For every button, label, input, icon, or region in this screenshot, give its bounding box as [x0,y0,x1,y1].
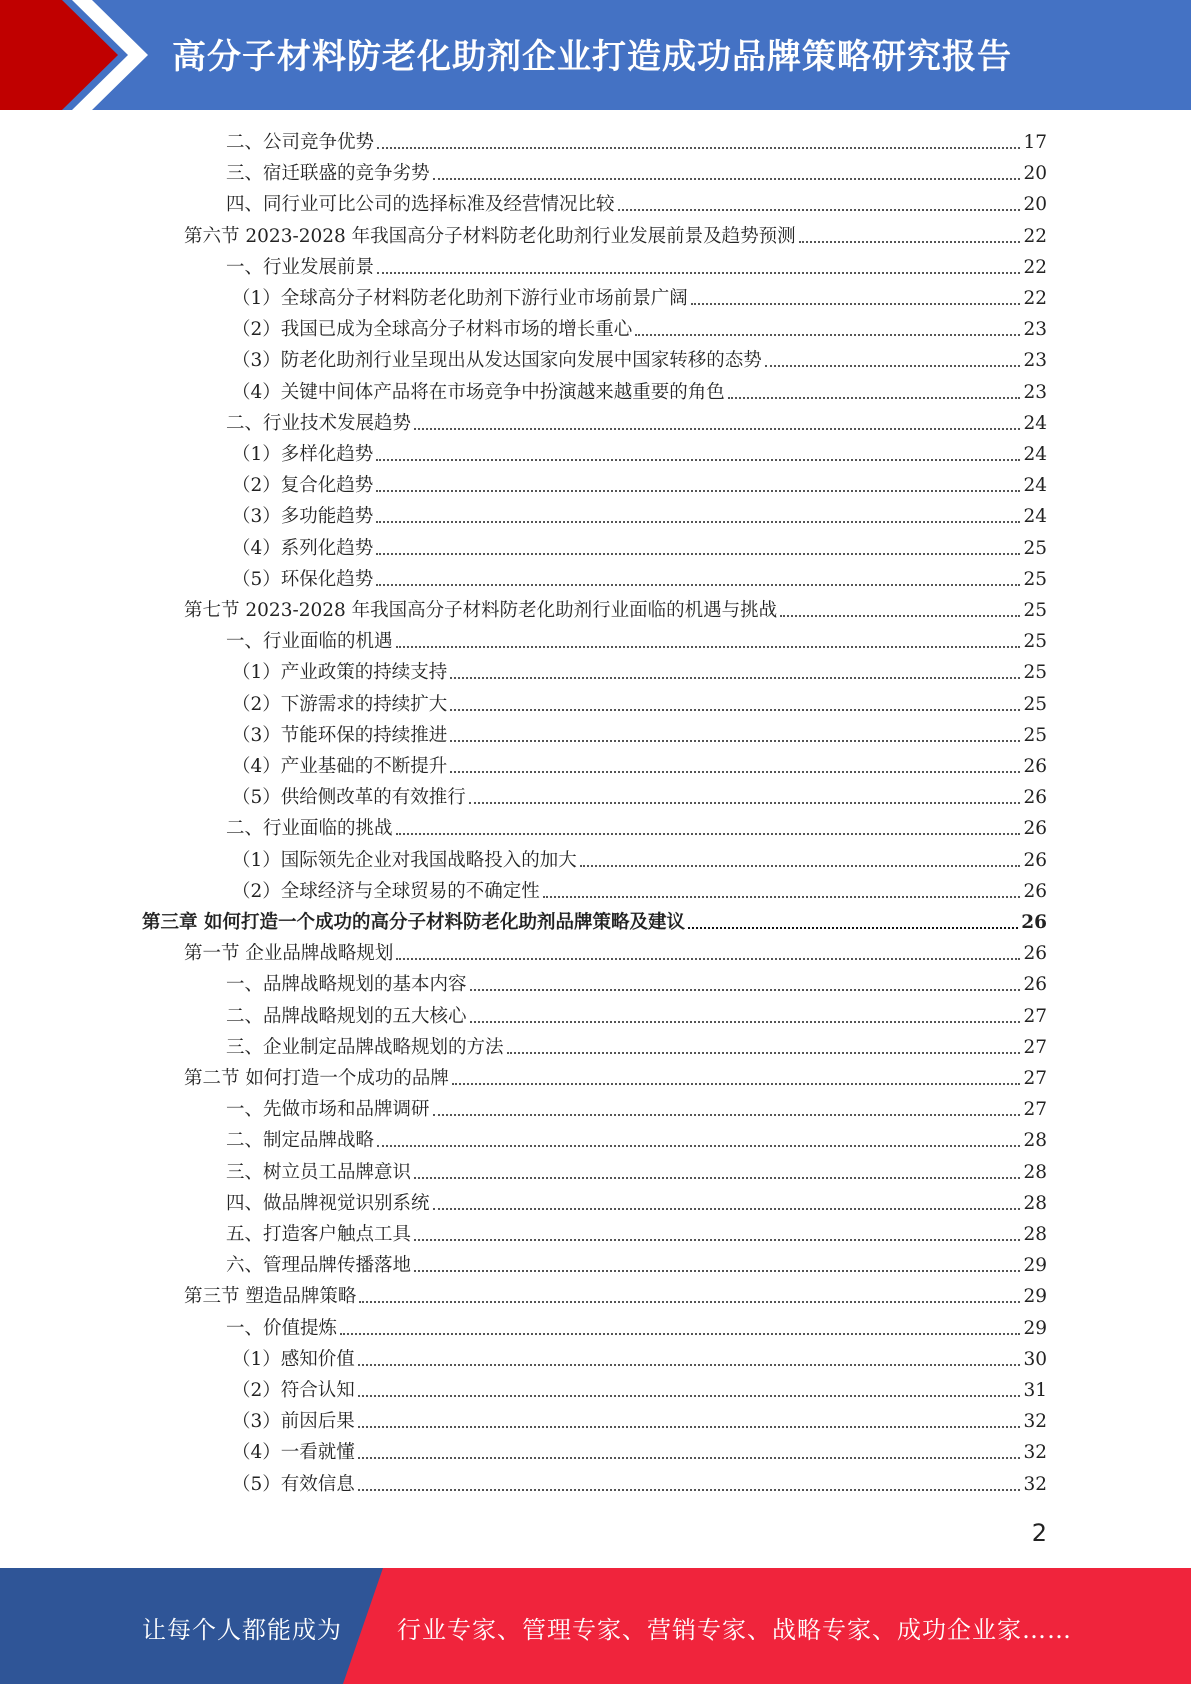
toc-entry-title: 四、同行业可比公司的选择标准及经营情况比较 [226,194,615,216]
toc-entry[interactable] [232,533,1047,564]
toc-entry[interactable] [226,813,1047,844]
toc-entry[interactable] [232,470,1047,501]
toc-entry-title: 第六节 2023-2028 年我国高分子材料防老化助剂行业发展前景及趋势预测 [184,225,796,247]
toc-leader-dots [414,1238,1020,1241]
toc-entry[interactable] [184,1281,1047,1312]
toc-entry[interactable] [226,158,1047,189]
toc-leader-dots [358,1456,1021,1459]
toc-entry-title: 第七节 2023-2028 年我国高分子材料防老化助剂行业面临的机遇与挑战 [184,600,778,621]
toc-entry-title: 一、先做市场和品牌调研 [226,1099,430,1121]
toc-entry[interactable] [226,408,1047,439]
toc-leader-dots [377,271,1020,274]
toc-entry-page: 26 [1021,912,1047,933]
toc-entry-title: （2）我国已成为全球高分子材料市场的增长重心 [232,319,633,341]
toc-leader-dots [618,208,1021,211]
toc-entry[interactable] [226,1313,1047,1344]
toc-entry-page: 31 [1023,1380,1047,1401]
toc-entry-title: （4）系列化趋势 [232,537,374,559]
toc-entry-page: 26 [1023,849,1047,871]
toc-leader-dots [414,427,1020,430]
toc-entry-title: （3）多功能趋势 [232,506,374,528]
toc-entry[interactable] [142,907,1047,938]
toc-entry-title: （1）全球高分子材料防老化助剂下游行业市场前景广阔 [232,288,688,309]
toc-entry[interactable] [226,1001,1047,1032]
toc-entry[interactable] [232,720,1047,751]
footer-slogan-left: 让每个人都能成为 [142,1616,342,1644]
toc-entry-title: （5）环保化趋势 [232,568,374,590]
toc-entry[interactable] [232,1437,1047,1468]
toc-entry[interactable] [226,252,1047,283]
toc-entry[interactable] [232,1344,1047,1375]
toc-leader-dots [340,1332,1020,1335]
toc-entry-page: 28 [1023,1161,1047,1183]
toc-entry-page: 24 [1023,444,1047,465]
toc-leader-dots [376,520,1020,523]
toc-leader-dots [414,1269,1020,1272]
toc-entry-title: （5）有效信息 [232,1473,355,1495]
toc-entry[interactable] [184,221,1047,252]
toc-entry[interactable] [232,377,1047,408]
toc-leader-dots [396,832,1021,835]
toc-entry-title: （1）多样化趋势 [232,444,374,465]
toc-leader-dots [543,895,1021,898]
toc-entry[interactable] [232,689,1047,720]
toc-entry-page: 22 [1023,256,1047,278]
toc-entry-title: 二、品牌战略规划的五大核心 [226,1005,467,1027]
toc-entry-page: 25 [1023,662,1047,684]
toc-leader-dots [358,1488,1021,1491]
toc-entry-page: 25 [1023,537,1047,559]
toc-entry[interactable] [226,189,1047,220]
toc-entry-page: 22 [1023,288,1047,309]
toc-leader-dots [450,739,1020,742]
toc-entry-page: 23 [1023,381,1047,403]
toc-leader-dots [396,645,1021,648]
toc-entry-title: （4）关键中间体产品将在市场竞争中扮演越来越重要的角色 [232,381,725,403]
toc-leader-dots [396,957,1020,960]
toc-entry[interactable] [226,626,1047,657]
toc-entry-page: 22 [1023,225,1047,247]
toc-entry-page: 25 [1023,631,1047,653]
toc-entry[interactable] [232,1406,1047,1437]
toc-entry-title: 三、宿迁联盛的竞争劣势 [226,163,430,185]
toc-entry[interactable] [226,1125,1047,1156]
toc-entry-page: 26 [1023,943,1047,965]
toc-leader-dots [452,1082,1021,1085]
toc-leader-dots [799,240,1021,243]
toc-entry[interactable] [226,127,1047,158]
toc-entry-title: 第二节 如何打造一个成功的品牌 [184,1068,449,1089]
toc-entry-page: 28 [1023,1192,1047,1214]
toc-leader-dots [433,1207,1021,1210]
toc-leader-dots [433,1113,1021,1116]
toc-entry[interactable] [232,657,1047,688]
toc-leader-dots [580,864,1021,867]
toc-entry-title: （5）供给侧改革的有效推行 [232,787,466,809]
toc-entry-title: 四、做品牌视觉识别系统 [226,1192,430,1214]
document-title: 高分子材料防老化助剂企业打造成功品牌策略研究报告 [172,37,1012,77]
toc-entry-title: 一、价值提炼 [226,1317,338,1339]
toc-leader-dots [358,1425,1021,1428]
toc-leader-dots [358,1363,1021,1366]
toc-entry[interactable] [226,1219,1047,1250]
toc-entry-title: （2）符合认知 [232,1380,355,1401]
toc-leader-dots [433,177,1021,180]
toc-entry[interactable] [232,314,1047,345]
toc-leader-dots [376,552,1020,555]
toc-entry-page: 23 [1023,350,1047,372]
toc-entry-title: （3）节能环保的持续推进 [232,724,448,746]
toc-leader-dots [469,801,1021,804]
toc-entry-page: 29 [1023,1317,1047,1339]
toc-entry-page: 24 [1023,475,1047,497]
toc-entry-page: 28 [1023,1224,1047,1245]
toc-entry[interactable] [184,938,1047,969]
toc-entry[interactable] [232,564,1047,595]
toc-entry[interactable] [232,283,1047,314]
toc-entry-title: 五、打造客户触点工具 [226,1224,412,1245]
toc-entry-page: 27 [1023,1036,1047,1058]
toc-entry[interactable] [232,751,1047,782]
toc-leader-dots [414,1176,1020,1179]
toc-entry-title: 第三节 塑造品牌策略 [184,1286,357,1308]
toc-entry-title: （2）全球经济与全球贸易的不确定性 [232,880,540,902]
toc-entry-page: 30 [1023,1348,1047,1370]
toc-entry[interactable] [232,845,1047,876]
toc-entry-page: 24 [1023,412,1047,434]
toc-entry-page: 26 [1023,787,1047,809]
toc-entry-title: （4）产业基础的不断提升 [232,756,448,777]
toc-entry[interactable] [226,1157,1047,1188]
toc-leader-dots [450,676,1020,679]
toc-entry-page: 25 [1023,693,1047,715]
header-arrow-decoration [0,0,200,110]
toc-entry-page: 26 [1023,974,1047,996]
toc-entry-page: 26 [1023,756,1047,777]
toc-leader-dots [691,302,1021,305]
toc-entry-title: 二、行业技术发展趋势 [226,412,412,434]
toc-entry-page: 27 [1023,1099,1047,1121]
toc-entry-title: 第一节 企业品牌战略规划 [184,943,394,965]
toc-entry[interactable] [232,1375,1047,1406]
toc-entry-title: 第三章 如何打造一个成功的高分子材料防老化助剂品牌策略及建议 [142,912,685,933]
toc-leader-dots [377,146,1020,149]
toc-entry-page: 32 [1023,1411,1047,1433]
toc-leader-dots [359,1300,1020,1303]
toc-leader-dots [376,489,1020,492]
toc-entry-page: 26 [1023,880,1047,902]
toc-entry-page: 29 [1023,1255,1047,1277]
toc-entry[interactable] [226,1188,1047,1219]
toc-entry-title: 三、企业制定品牌战略规划的方法 [226,1036,504,1058]
toc-entry-page: 27 [1023,1005,1047,1027]
toc-leader-dots [450,708,1020,711]
toc-entry[interactable] [184,595,1047,626]
toc-leader-dots [688,926,1018,929]
toc-leader-dots [450,770,1020,773]
toc-entry-title: 六、管理品牌传播落地 [226,1255,412,1277]
toc-entry[interactable] [232,1469,1047,1500]
page-number: 2 [1031,1519,1047,1547]
toc-entry[interactable] [226,1250,1047,1281]
toc-entry[interactable] [226,969,1047,1000]
toc-entry-title: （1）感知价值 [232,1348,355,1370]
header-banner [0,0,1191,110]
toc-entry-page: 26 [1023,818,1047,840]
toc-entry-title: 一、品牌战略规划的基本内容 [226,974,467,996]
toc-leader-dots [507,1051,1021,1054]
toc-entry-page: 32 [1023,1473,1047,1495]
toc-entry-page: 17 [1023,132,1047,153]
toc-entry-title: （3）前因后果 [232,1411,355,1433]
toc-entry-page: 23 [1023,319,1047,341]
toc-entry[interactable] [232,439,1047,470]
toc-entry[interactable] [184,1063,1047,1094]
toc-leader-dots [728,396,1021,399]
toc-leader-dots [765,364,1021,367]
toc-entry[interactable] [226,1094,1047,1125]
toc-entry-title: 一、行业发展前景 [226,256,375,278]
toc-entry[interactable] [232,782,1047,813]
toc-entry-title: （3）防老化助剂行业呈现出从发达国家向发展中国家转移的态势 [232,350,762,372]
toc-entry[interactable] [232,345,1047,376]
toc-entry-title: （2）下游需求的持续扩大 [232,693,448,715]
toc-entry-page: 27 [1023,1068,1047,1089]
toc-entry-title: （2）复合化趋势 [232,475,374,497]
toc-leader-dots [780,614,1020,617]
toc-entry-title: （1）国际领先企业对我国战略投入的加大 [232,849,577,871]
toc-leader-dots [376,458,1020,461]
toc-leader-dots [470,1020,1021,1023]
toc-entry-page: 29 [1023,1286,1047,1308]
toc-entry-page: 28 [1023,1130,1047,1152]
toc-entry-page: 25 [1023,568,1047,590]
toc-entry-page: 24 [1023,506,1047,528]
toc-entry-page: 20 [1023,163,1047,185]
toc-entry-title: 二、制定品牌战略 [226,1130,375,1152]
toc-entry-page: 25 [1023,724,1047,746]
toc-leader-dots [635,333,1020,336]
toc-entry-title: （1）产业政策的持续支持 [232,662,448,684]
toc-leader-dots [470,988,1021,991]
toc-entry-page: 20 [1023,194,1047,216]
toc-entry-title: 二、公司竞争优势 [226,132,375,153]
toc-entry-page: 25 [1023,600,1047,621]
toc-entry[interactable] [232,501,1047,532]
footer-banner [0,1568,1191,1684]
toc-entry-title: 三、树立员工品牌意识 [226,1161,412,1183]
toc-entry-title: 一、行业面临的机遇 [226,631,393,653]
toc-leader-dots [377,1144,1020,1147]
toc-entry[interactable] [226,1032,1047,1063]
toc-entry-title: （4）一看就懂 [232,1442,355,1464]
toc-leader-dots [376,583,1020,586]
toc-entry[interactable] [232,876,1047,907]
toc-leader-dots [358,1394,1021,1397]
toc-entry-page: 32 [1023,1442,1047,1464]
toc-entry-title: 二、行业面临的挑战 [226,818,393,840]
footer-slogan-right: 行业专家、管理专家、营销专家、战略专家、成功企业家…… [397,1616,1072,1644]
